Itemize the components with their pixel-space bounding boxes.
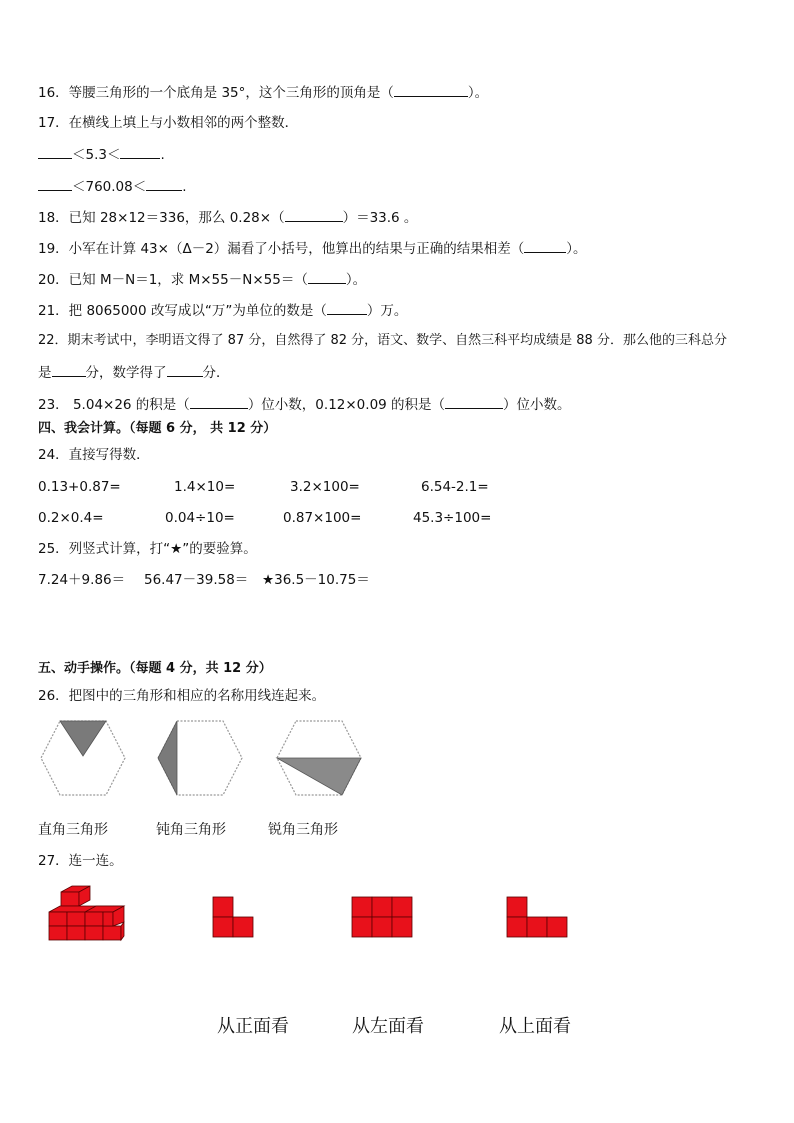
label-top-view[interactable]: 从上面看 [499, 1016, 571, 1037]
q22-text: 分，数学得了 [85, 365, 167, 381]
q23-text: ）位小数。 [503, 397, 571, 413]
q21-text: 21．把 8065000 改写成以“万”为单位的数是（ [38, 303, 327, 319]
q16-text: 16．等腰三角形的一个底角是 35°，这个三角形的顶角是（ [38, 85, 394, 101]
q23-text: ）位小数，0.12×0.09 的积是（ [247, 397, 446, 413]
cube-stack-figure [44, 884, 128, 946]
question-26: 26．把图中的三角形和相应的名称用线连起来。 [38, 688, 326, 704]
section-5-heading: 五、动手操作。（每题 4 分，共 12 分） [38, 661, 272, 676]
answer-blank[interactable] [524, 238, 566, 253]
q16-text-end: ）。 [467, 85, 489, 101]
vertical-calc-item: 7.24＋9.86＝ [38, 572, 126, 588]
q17-row-1 [38, 144, 165, 165]
hexagon-figure-1 [38, 718, 128, 798]
calc-item: 0.2×0.4= [38, 510, 104, 526]
question-20 [38, 269, 366, 290]
answer-blank[interactable] [394, 82, 468, 97]
q22-text: 是 [38, 365, 52, 381]
question-25: 25．列竖式计算，打“★”的要验算。 [38, 541, 257, 557]
vertical-calc-item: ★36.5－10.75＝ [262, 572, 370, 588]
question-16 [38, 82, 488, 103]
view-shape-3[interactable] [506, 896, 568, 940]
calc-item: 45.3÷100= [413, 510, 492, 526]
question-17: 17．在横线上填上与小数相邻的两个整数． [38, 115, 299, 131]
question-21 [38, 300, 407, 321]
q23-text: 23． 5.04×26 的积是（ [38, 397, 190, 413]
answer-blank[interactable] [285, 207, 343, 222]
section-4-heading: 四、我会计算。（每题 6 分， 共 12 分） [38, 421, 277, 436]
q17-inequality: ＜5.3＜ [72, 147, 121, 163]
answer-blank[interactable] [327, 300, 367, 315]
q19-text-end: ）。 [566, 241, 587, 257]
question-22: 22．期末考试中，李明语文得了 87 分，自然得了 82 分，语文、数学、自然三科平均成绩是 88 分．那么他的三科总分 [38, 333, 727, 348]
answer-blank[interactable] [52, 362, 86, 377]
view-shape-2[interactable] [351, 896, 413, 940]
q20-text-end: ）。 [345, 272, 367, 288]
label-obtuse-triangle[interactable]: 钝角三角形 [156, 822, 226, 838]
label-right-triangle[interactable]: 直角三角形 [38, 822, 108, 838]
q20-text: 20．已知 M－N＝1，求 M×55－N×55＝（ [38, 272, 308, 288]
view-shape-1[interactable] [212, 896, 256, 940]
calc-item: 0.04÷10= [165, 510, 235, 526]
calc-item: 1.4×10= [174, 479, 236, 495]
answer-blank[interactable] [190, 394, 248, 409]
q17-row-2 [38, 176, 187, 197]
answer-blank[interactable] [308, 269, 346, 284]
q22-text: 分． [202, 365, 230, 381]
label-left-view[interactable]: 从左面看 [352, 1016, 424, 1037]
answer-blank[interactable] [445, 394, 503, 409]
question-23 [38, 394, 571, 415]
q17-dot: . [182, 179, 187, 195]
question-18 [38, 207, 417, 228]
q22-line-2 [38, 362, 230, 383]
hexagon-figure-2 [155, 718, 245, 798]
hexagon-figure-3 [274, 718, 364, 798]
calc-item: 0.87×100= [283, 510, 362, 526]
answer-blank[interactable] [38, 176, 72, 191]
q21-text-end: ）万。 [366, 303, 408, 319]
q18-text-end: ）＝33.6 。 [342, 210, 418, 226]
answer-blank[interactable] [120, 144, 160, 159]
answer-blank[interactable] [167, 362, 203, 377]
q18-text: 18．已知 28×12＝336，那么 0.28×（ [38, 210, 285, 226]
calc-item: 0.13+0.87= [38, 479, 121, 495]
question-24: 24．直接写得数． [38, 447, 150, 463]
q19-text: 19．小军在计算 43×（Δ－2）漏看了小括号，他算出的结果与正确的结果相差（ [38, 241, 525, 257]
q17-dot: . [160, 147, 165, 163]
vertical-calc-item: 56.47－39.58＝ [144, 572, 249, 588]
label-front-view[interactable]: 从正面看 [217, 1016, 289, 1037]
answer-blank[interactable] [146, 176, 182, 191]
q17-inequality: ＜760.08＜ [72, 179, 147, 195]
question-27: 27．连一连。 [38, 853, 123, 869]
question-19 [38, 238, 587, 259]
calc-item: 3.2×100= [290, 479, 360, 495]
calc-item: 6.54-2.1= [421, 479, 489, 495]
answer-blank[interactable] [38, 144, 72, 159]
label-acute-triangle[interactable]: 锐角三角形 [268, 822, 338, 838]
obtuse-triangle-shape[interactable] [158, 721, 177, 795]
